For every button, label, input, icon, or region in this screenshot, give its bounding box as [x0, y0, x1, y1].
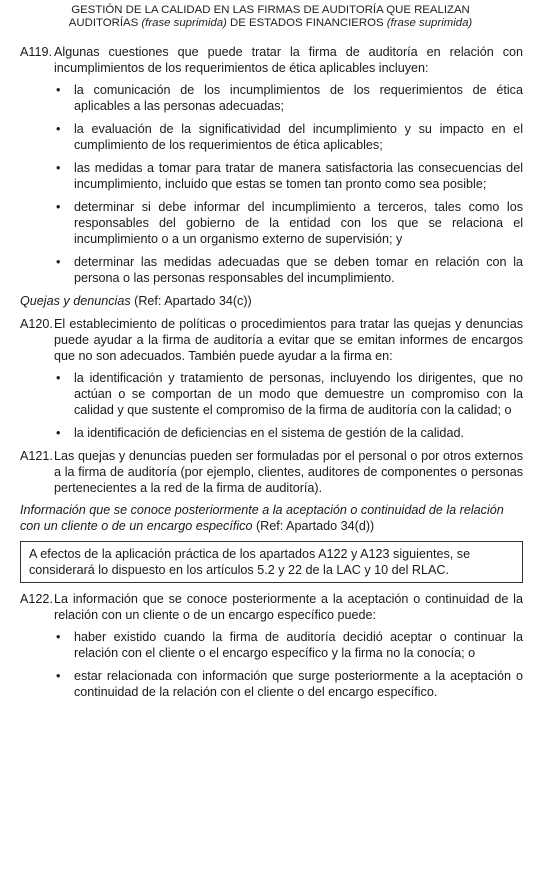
- bullet-list-a122: [20, 629, 523, 700]
- section-subheading-quejas: [20, 293, 523, 309]
- subheading-title: Información que se conoce posteriormente a la aceptación o continuidad de la relación con un cliente o de un encargo específico: [20, 503, 504, 533]
- boxed-note-text: A efectos de la aplicación práctica de los apartados A122 y A123 siguientes, se considerará lo dispuesto en los artículos 5.2 y 22 de la LAC y 10 del RLAC.: [29, 547, 471, 577]
- paragraph-a121: [20, 448, 523, 496]
- paragraph-number: A120.: [20, 317, 53, 331]
- bullet-list-a119: [20, 82, 523, 286]
- document-body: [20, 44, 523, 707]
- boxed-note: [20, 541, 523, 583]
- bullet-icon: •: [56, 426, 61, 440]
- paragraph-number: A121.: [20, 449, 53, 463]
- header-italic-note: (frase suprimida): [386, 17, 473, 29]
- list-item-text: la comunicación de los incumplimientos de los requerimientos de ética aplicables a las personas adecuadas;: [74, 83, 523, 113]
- paragraph-number: A119.: [20, 45, 52, 59]
- running-header: [0, 4, 541, 30]
- list-item: [20, 425, 523, 441]
- bullet-list-a120: [20, 370, 523, 441]
- list-item-text: haber existido cuando la firma de auditoría decidió aceptar o continuar la relación con el cliente o el encargo específico y la firma no la conocía; o: [74, 630, 523, 660]
- list-item-text: la identificación de deficiencias en el sistema de gestión de la calidad.: [74, 426, 464, 440]
- list-item: [20, 82, 523, 114]
- list-item-text: estar relacionada con información que surge posteriormente a la aceptación o continuidad de la relación con el cliente o del encargo específico.: [74, 669, 523, 699]
- header-line-2: [0, 17, 541, 30]
- list-item: [20, 668, 523, 700]
- list-item: [20, 254, 523, 286]
- header-text: DE ESTADOS FINANCIEROS: [226, 17, 387, 29]
- paragraph-text: Algunas cuestiones que puede tratar la firma de auditoría en relación con incumplimientos de los requerimientos de ética aplicables incluyen:: [54, 45, 523, 75]
- paragraph-text: Las quejas y denuncias pueden ser formuladas por el personal o por otros externos a la firma de auditoría (por ejemplo, clientes, auditores de componentes o personas pertenecientes a la red de la firma de auditoría).: [54, 449, 523, 495]
- list-item-text: la identificación y tratamiento de personas, incluyendo los dirigentes, que no actúan o se comportan de un modo que demuestre un compromiso con la calidad y que sustente el compromiso de la firma de auditoría con la calidad; o: [74, 371, 523, 417]
- bullet-icon: •: [56, 122, 61, 136]
- paragraph-text: La información que se conoce posteriormente a la aceptación o continuidad de la relación con un cliente o de un encargo específico puede:: [54, 592, 523, 622]
- list-item: [20, 121, 523, 153]
- bullet-icon: •: [56, 255, 61, 269]
- section-subheading-informacion: [20, 502, 523, 534]
- list-item-text: determinar si debe informar del incumplimiento a terceros, tales como los responsables del gobierno de la entidad con los que se relaciona el incumplimiento o a un organismo externo de supervisión; y: [74, 200, 523, 246]
- bullet-icon: •: [56, 669, 61, 683]
- list-item: [20, 629, 523, 661]
- header-text: AUDITORÍAS: [68, 17, 142, 29]
- subheading-reference: (Ref: Apartado 34(c)): [130, 294, 252, 308]
- list-item-text: determinar las medidas adecuadas que se deben tomar en relación con la persona o las personas responsables del incumplimiento.: [74, 255, 523, 285]
- header-italic-note: (frase suprimida): [141, 17, 227, 29]
- paragraph-a120: [20, 316, 523, 364]
- paragraph-number: A122.: [20, 592, 53, 606]
- list-item: [20, 199, 523, 247]
- subheading-title: Quejas y denuncias: [20, 294, 131, 308]
- paragraph-a119: [20, 44, 523, 76]
- paragraph-text: El establecimiento de políticas o procedimientos para tratar las quejas y denuncias puede ayudar a la firma de auditoría a evitar que se emitan informes de encargos que no son adecuados. También puede ayudar a la firma en:: [54, 317, 523, 363]
- list-item: [20, 370, 523, 418]
- list-item-text: la evaluación de la significatividad del incumplimiento y su impacto en el cumplimiento de los requerimientos de ética aplicables;: [74, 122, 523, 152]
- bullet-icon: •: [56, 371, 61, 385]
- bullet-icon: •: [56, 161, 61, 175]
- bullet-icon: •: [56, 200, 61, 214]
- paragraph-a122: [20, 591, 523, 623]
- list-item: [20, 160, 523, 192]
- bullet-icon: •: [56, 83, 61, 97]
- list-item-text: las medidas a tomar para tratar de manera satisfactoria las consecuencias del incumplimiento, incluido que estas se tomen tan pronto como sea posible;: [74, 161, 523, 191]
- subheading-reference: (Ref: Apartado 34(d)): [252, 519, 375, 533]
- bullet-icon: •: [56, 630, 61, 644]
- header-line-1: GESTIÓN DE LA CALIDAD EN LAS FIRMAS DE AUDITORÍA QUE REALIZAN: [71, 4, 470, 16]
